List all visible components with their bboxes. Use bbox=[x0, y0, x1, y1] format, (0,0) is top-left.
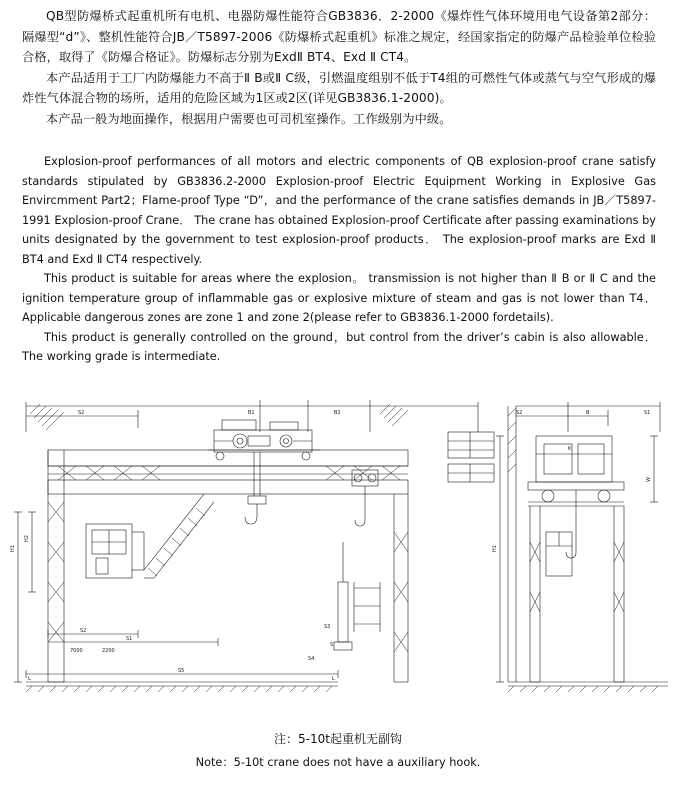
dim-label-b1: B1 bbox=[248, 410, 255, 416]
dim-label-s5: S5 bbox=[178, 668, 185, 674]
english-text-block bbox=[22, 152, 656, 367]
chinese-paragraph-2: 本产品适用于工厂内防爆能力不高于Ⅱ B或Ⅱ C级，引燃温度组别不低于T4组的可燃性气体或蒸气与空气形成的爆炸性气体混合物的场所，适用的危险区域为1区或2区(详见GB3836.1-2000)。 bbox=[22, 70, 656, 105]
dim-value-7000: 7000 bbox=[70, 648, 83, 654]
chinese-paragraph-1: QB型防爆桥式起重机所有电机、电器防爆性能符合GB3836．2-2000《爆炸性气体环境用电气设备第2部分：隔爆型“d”》、整机性能符合JB／T5897-2006《防爆桥式起重机》标准之规定，经国家指定的防爆产品检验单位检验合格，取得了《防爆合格证》。防爆标志分别为ExdⅡ BT4、Exd Ⅱ CT4。 bbox=[22, 9, 656, 64]
dim-label-h2: H2 bbox=[24, 535, 30, 542]
dim-label-right-s1: S1 bbox=[644, 410, 651, 416]
dim-label-b2: B2 bbox=[334, 410, 341, 416]
dim-value-2200: 2200 bbox=[102, 648, 115, 654]
dim-label-s4: S4 bbox=[308, 656, 315, 662]
crane-technical-drawing bbox=[8, 392, 668, 712]
dim-label-k: K bbox=[568, 446, 572, 452]
dim-label-right-h1: H1 bbox=[492, 545, 498, 552]
dim-label-l-left: L bbox=[28, 676, 31, 682]
english-paragraph-3: This product is generally controlled on the ground，but control from the driver’s cabin is also allowable． The working grade is intermediate. bbox=[22, 330, 656, 363]
dim-label-s2: S2 bbox=[78, 410, 85, 416]
english-paragraph-2: This product is suitable for areas where the explosion。 transmission is not higher than Ⅱ B or Ⅱ C and the ignition temperature group of inflammable gas or explosive mixture of steam and gas is not lower than T4． Applicable dangerous zones are zone 1 and zone 2(please refer to GB3836.1-2000 fordetails). bbox=[22, 272, 656, 324]
english-paragraph-1: Explosion-proof performances of all motors and electric components of QB explosion-proof crane satisfy standards stipulated by GB3836.2-2000 Explosion-proof Electric Equipment Working in Explosive Gas Envircmment Part2；Flame-proof Type “D”，and the performance of the crane satisfies demands in JB／T5897-1991 Explosion-proof Crane． The crane has obtained Explosion-proof Certificate after passing examinations by units designated by the government to test explosion-proof products． The explosion-proof marks are Exd Ⅱ BT4 and Exd Ⅱ CT4 respectively. bbox=[22, 155, 656, 266]
dim-label-right-s2: S2 bbox=[516, 410, 523, 416]
dim-label-s2-lower: S2 bbox=[80, 628, 87, 634]
chinese-text-block bbox=[22, 6, 656, 129]
dim-label-w: W bbox=[646, 477, 652, 482]
dim-label-s: S bbox=[330, 642, 334, 648]
chinese-paragraph-3: 本产品一般为地面操作，根据用户需要也可司机室操作。工作级别为中级。 bbox=[46, 111, 452, 126]
dim-label-h1: H1 bbox=[10, 545, 16, 552]
note-english: Note：5-10t crane does not have a auxiliary hook. bbox=[195, 756, 481, 769]
note-chinese: 注：5-10t起重机无副钩 bbox=[274, 732, 402, 746]
dim-label-s1-lower: S1 bbox=[126, 636, 133, 642]
dim-label-s3: S3 bbox=[324, 624, 331, 630]
dim-label-l-right: L bbox=[332, 676, 335, 682]
dim-label-right-b: B bbox=[586, 410, 590, 416]
